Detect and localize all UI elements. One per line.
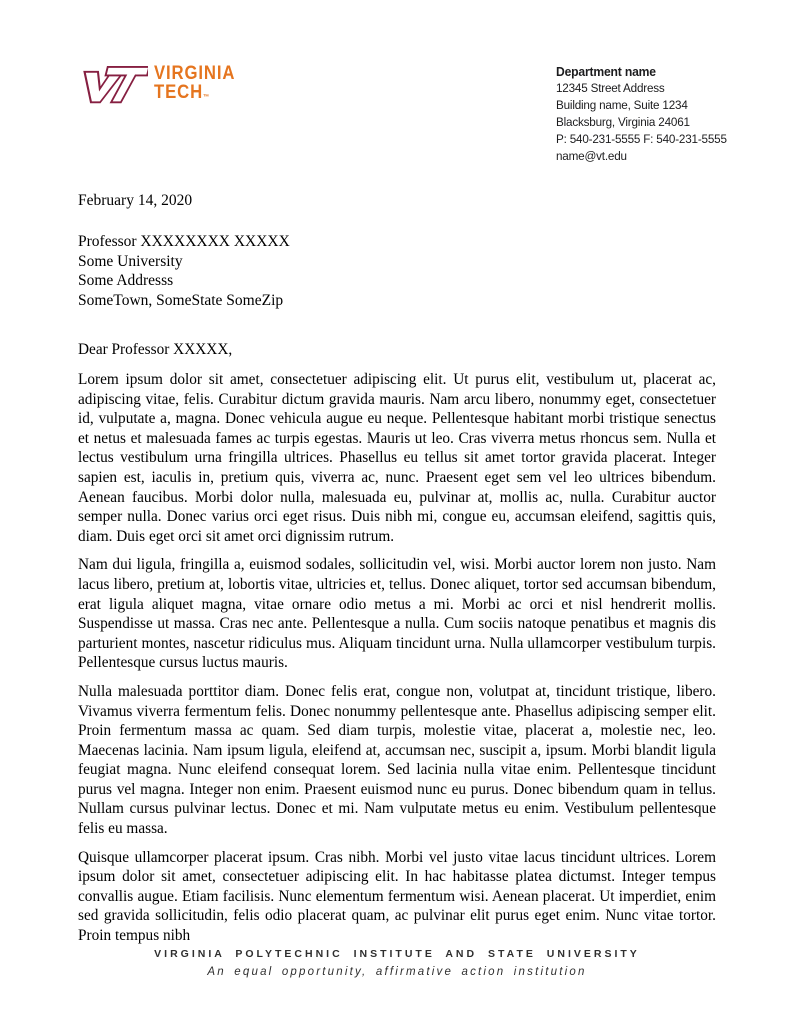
department-address-line: Blacksburg, Virginia 24061: [556, 115, 690, 129]
virginia-tech-logo: [76, 58, 246, 110]
department-address-line: P: 540-231-5555 F: 540-231-5555: [556, 132, 727, 146]
body-paragraph: Lorem ipsum dolor sit amet, consectetuer adipiscing elit. Ut purus elit, vestibulum ut, placerat ac, adipiscing vitae, felis. Curabitur dictum gravida mauris. Nam arcu libero, nonummy eget, consectetuer id, vulputate a, magna. Donec vehicula augue eu neque. Pellentesque habitant morbi tristique senectus et netus et malesuada fames ac turpis egestas. Mauris ut leo. Cras viverra metus rhoncus sem. Nulla et lectus vestibulum urna fringilla ultrices. Phasellus eu tellus sit amet tortor gravida placerat. Integer sapien est, iaculis in, pretium quis, viverra ac, nunc. Praesent eget sem vel leo ultrices bibendum. Aenean faucibus. Morbi dolor nulla, malesuada eu, pulvinar at, mollis ac, nulla. Curabitur auctor semper nulla. Donec varius orci eget risus. Duis nibh mi, congue eu, accumsan eleifend, sagittis quis, diam. Duis eget orci sit amet orci dignissim rutrum.: [78, 371, 716, 545]
letter-paragraphs: [78, 370, 716, 946]
department-address-line: name@vt.edu: [556, 149, 627, 163]
recipient-line: Some Addresss: [78, 272, 174, 289]
department-address-line: 12345 Street Address: [556, 81, 665, 95]
recipient-address-block: [78, 232, 290, 310]
trademark-symbol: ™: [203, 94, 210, 101]
department-name: Department name: [556, 64, 656, 79]
footer-eo-statement: An equal opportunity, affirmative action institution: [207, 966, 587, 978]
salutation: Dear Professor XXXXX,: [78, 341, 233, 358]
vt-monogram-icon: [76, 58, 148, 110]
body-paragraph: Quisque ullamcorper placerat ipsum. Cras nibh. Morbi vel justo vitae lacus tincidunt ultrices. Lorem ipsum dolor sit amet, consectetuer adipiscing elit. In hac habitasse platea dictumst. Integer tempus convallis augue. Etiam facilisis. Nunc elementum fermentum wisi. Aenean placerat. Ut imperdiet, enim sed gravida sollicitudin, felis odio placerat quam, ac pulvinar elit purus eget enim. Nunc vitae tortor. Proin tempus nibh: [78, 848, 716, 945]
wordmark: [154, 64, 235, 107]
recipient-line: Professor XXXXXXXX XXXXX: [78, 233, 290, 250]
recipient-line: Some University: [78, 252, 183, 270]
letter-body: [78, 341, 716, 955]
body-paragraph: Nam dui ligula, fringilla a, euismod sodales, sollicitudin vel, wisi. Morbi auctor lorem non justo. Nam lacus libero, pretium at, lobortis vitae, ultricies et, tellus. Donec aliquet, tortor sed accumsan bibendum, erat ligula aliquet magna, vitae ornare odio metus a mi. Morbi ac orci et nisl hendrerit mollis. Suspendisse ut massa. Cras nec ante. Pellentesque a nulla. Cum sociis natoque penatibus et magnis dis parturient montes, nascetur ridiculus mus. Aliquam tincidunt urna. Nulla ullamcorper vestibulum turpis. Pellentesque cursus luctus mauris.: [78, 556, 716, 672]
wordmark-line1: VIRGINIA: [154, 63, 236, 84]
department-address-line: Building name, Suite 1234: [556, 98, 688, 112]
department-address-block: [556, 63, 746, 165]
wordmark-line2: TECH™: [154, 82, 210, 103]
department-address-lines: [556, 80, 746, 165]
body-paragraph: Nulla malesuada porttitor diam. Donec felis erat, congue non, volutpat at, tincidunt tristique, libero. Vivamus viverra fermentum felis. Donec nonummy pellentesque ante. Phasellus adipiscing semper elit. Proin fermentum massa ac quam. Sed diam turpis, molestie vitae, placerat a, molestie nec, leo. Maecenas lacinia. Nam ipsum ligula, eleifend at, accumsan nec, suscipit a, ipsum. Morbi blandit ligula feugiat magna. Nunc eleifend consequat lorem. Sed lacinia nulla vitae enim. Pellentesque tincidunt purus vel magna. Integer non enim. Praesent euismod nunc eu purus. Donec bibendum quam in tellus. Nullam cursus pulvinar lectus. Donec et mi. Nam vulputate metus eu enim. Vestibulum pellentesque felis eu massa.: [78, 682, 716, 838]
recipient-line: SomeTown, SomeState SomeZip: [78, 291, 284, 309]
footer-university-name: VIRGINIA POLYTECHNIC INSTITUTE AND STATE UNIVERSITY: [154, 948, 640, 960]
letter-date: February 14, 2020: [78, 192, 193, 209]
